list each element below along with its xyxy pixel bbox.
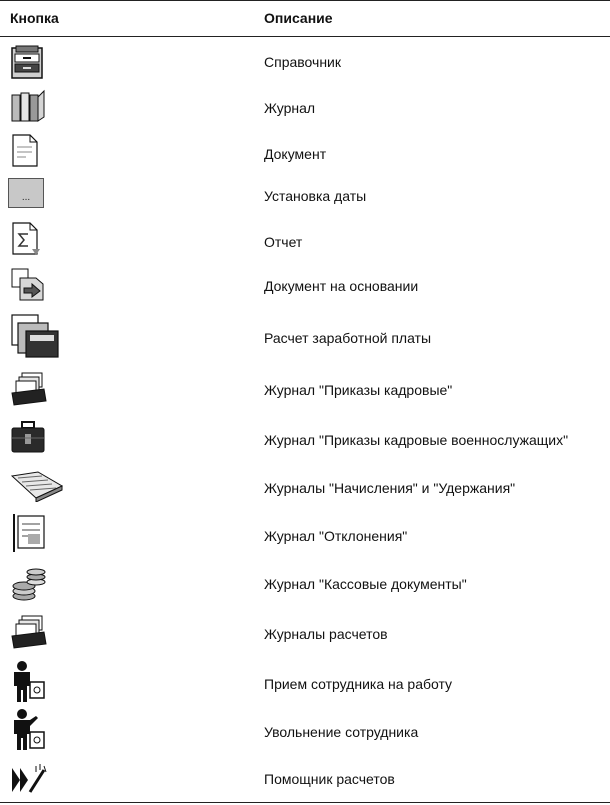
table-row <box>0 414 610 464</box>
row-label: Журнал "Приказы кадровые" <box>264 382 453 398</box>
row-label: Справочник <box>264 54 341 70</box>
row-label: Журнал "Кассовые документы" <box>264 576 467 592</box>
row-label: Журнал <box>264 100 316 116</box>
accruals-book-icon <box>10 470 64 502</box>
top-border <box>0 0 610 1</box>
table-row <box>0 130 610 174</box>
row-label: Установка даты <box>264 188 367 204</box>
journal-books-icon <box>10 89 46 123</box>
bottom-border <box>0 802 610 803</box>
date-ellipsis-icon: ... <box>8 178 46 208</box>
wizard-icon <box>10 762 46 798</box>
table-row <box>0 366 610 414</box>
header-button: Кнопка <box>10 10 59 26</box>
document-basis-icon <box>10 266 46 302</box>
table-row <box>0 512 610 560</box>
table-row <box>0 84 610 130</box>
row-label: Увольнение сотрудника <box>264 724 419 740</box>
table-row <box>0 218 610 262</box>
row-label: Документ на основании <box>264 278 419 294</box>
dismiss-employee-icon <box>10 708 46 752</box>
hr-orders-tray-icon <box>10 371 46 407</box>
table-row <box>0 608 610 662</box>
header-divider <box>0 36 610 37</box>
table-row <box>0 708 610 758</box>
row-label: Журнал "Отклонения" <box>264 528 408 544</box>
hire-employee-icon <box>10 660 46 704</box>
row-label: Отчет <box>264 234 303 250</box>
calc-journals-tray-icon <box>10 614 46 650</box>
row-label: Документ <box>264 146 327 162</box>
row-label: Журналы расчетов <box>264 626 388 642</box>
table-row <box>0 310 610 366</box>
row-label: Расчет заработной платы <box>264 330 432 346</box>
table-row <box>0 464 610 512</box>
directory-cabinet-icon <box>10 44 46 80</box>
row-label: Помощник расчетов <box>264 771 395 787</box>
row-label: Журналы "Начисления" и "Удержания" <box>264 480 516 496</box>
table-row <box>0 560 610 608</box>
row-label: Прием сотрудника на работу <box>264 676 453 692</box>
deviations-sheet-icon <box>10 512 46 554</box>
report-sigma-icon <box>10 221 46 257</box>
table-row <box>0 174 610 218</box>
briefcase-icon <box>10 420 46 456</box>
document-page-icon <box>10 133 46 169</box>
header-description: Описание <box>264 10 333 26</box>
table-row <box>0 262 610 310</box>
cash-coins-icon <box>10 566 46 602</box>
table-row <box>0 758 610 802</box>
payroll-calc-icon <box>10 313 62 361</box>
row-label: Журнал "Приказы кадровые военнослужащих" <box>264 432 569 448</box>
table-row <box>0 40 610 84</box>
table-row <box>0 662 610 708</box>
